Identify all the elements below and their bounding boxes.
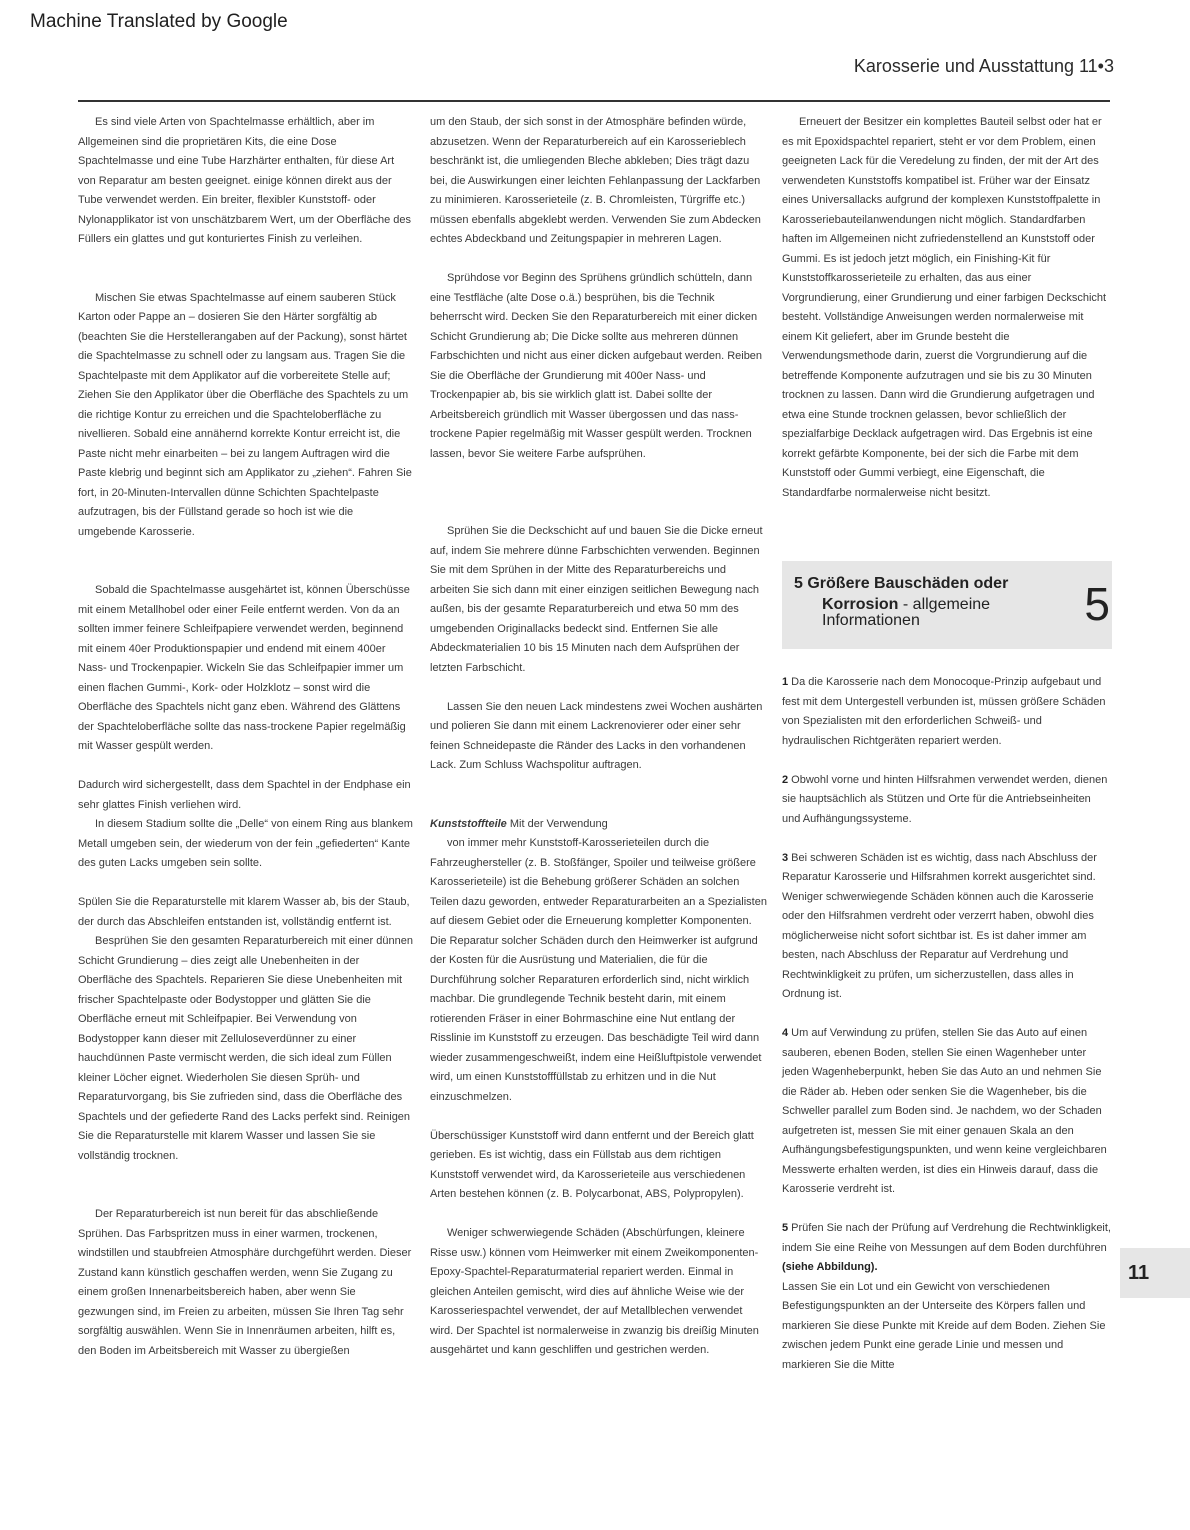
header-rule — [78, 100, 1110, 102]
paragraph: Erneuert der Besitzer ein komplettes Bauteil selbst oder hat er es mit Epoxidspachtel repariert, steht er vor dem Problem, einen geeigneten Lack für die Veredelung zu finden, der mit der Art des verwendeten Kunststoffs kompatibel ist. Früher war der Einsatz eines Universallacks aufgrund der komplexen Kunststoffpalette in Karosseriebauteilanwendungen nicht möglich. Standardfarben haften im Allgemeinen nicht zufriedenstellend an Kunststoff oder Gummi. Es ist jedoch jetzt möglich, ein Finishing-Kit für Kunststoffkarosserieteile zu erhalten, das aus einer Vorgrundierung, einer Grundierung und einer farbigen Deckschicht besteht. Vollständige Anweisungen werden normalerweise mit einem Kit geliefert, aber im Grunde besteht die Verwendungsmethode darin, zuerst die Vorgrundierung auf die betreffende Komponente aufzutragen und sie bis zu 30 Minuten trocknen zu lassen. Dann wird die Grundierung aufgetragen und etwa eine Stunde trocknen gelassen, bevor schließlich der spezialfarbige Decklack aufgetragen wird. Das Ergebnis ist eine korrekt gefärbte Komponente, bei der sich die Farbe mit dem Kunststoff oder Gummi verbiegt, eine Eigenschaft, die Standardfarbe normalerweise nicht besitzt. — [782, 116, 1107, 499]
numbered-paragraph: 4 Um auf Verwindung zu prüfen, stellen Sie das Auto auf einen sauberen, ebenen Boden, stellen Sie einen Wagenheber unter jeden Wagenheberpunkt, heben Sie das Auto an und nehmen Sie die Räder ab. Heben oder senken Sie die Wagenheber, bis die Schweller parallel zum Boden sind. Je nachdem, wo der Schaden aufgetreten ist, messen Sie mit einer genauen Skala an den Aufhängungsbefestigungspunkten, und wenn keine vergleichbaren Messwerte erhalten werden, ist dies ein Hinweis darauf, dass die Karosserie verdreht ist. — [782, 1027, 1107, 1195]
section-heading-box — [782, 561, 1112, 649]
numbered-paragraph: 5 Prüfen Sie nach der Prüfung auf Verdrehung die Rechtwinkligkeit, indem Sie eine Reihe von Messungen auf dem Boden durchführen (siehe Abbildung). — [782, 1222, 1111, 1273]
paragraph: Spülen Sie die Reparaturstelle mit klarem Wasser ab, bis der Staub, der durch das Abschleifen entstanden ist, vollständig entfernt ist. — [78, 896, 410, 928]
section-title-line-2: Korrosion - allgemeine — [822, 596, 991, 613]
column-1 — [78, 113, 414, 1381]
section-title-line-1: 5 Größere Bauschäden oder — [794, 575, 1009, 592]
machine-translation-banner: Machine Translated by Google — [30, 11, 288, 32]
numbered-paragraph: 1 Da die Karosserie nach dem Monocoque-Prinzip aufgebaut und fest mit dem Untergestell verbunden ist, müssen größere Schäden von Spezialisten mit den erforderlichen Schweiß- und hydraulischen Richtgeräten repariert werden. — [782, 676, 1106, 747]
column-3 — [782, 113, 1112, 1395]
paragraph: Lassen Sie den neuen Lack mindestens zwei Wochen aushärten und polieren Sie dann mit einem Lackrenovierer oder einer sehr feinen Schneidepaste die Ränder des Lacks in den vorhandenen Lack. Zum Schluss Wachspolitur auftragen. — [430, 700, 763, 771]
paragraph: Sprühen Sie die Deckschicht auf und bauen Sie die Dicke erneut auf, indem Sie mehrere dünne Farbschichten verwenden. Beginnen Sie mit dem Sprühen in der Mitte des Reparaturbereichs und arbeiten Sie sich dann mit einer einzigen seitlichen Bewegung nach außen, bis der gesamte Reparaturbereich und etwa 50 mm des umgebenden Originallacks bedeckt sind. Entfernen Sie alle Abdeckmaterialien 10 bis 15 Minuten nach dem Aufsprühen der letzten Farbschicht. — [430, 525, 763, 674]
paragraph: Es sind viele Arten von Spachtelmasse erhältlich, aber im Allgemeinen sind die proprietären Kits, die eine Dose Spachtelmasse und eine Tube Harzhärter enthalten, für diese Art von Reparatur am besten geeignet. einige können direkt aus der Tube verwendet werden. Ein breiter, flexibler Kunststoff- oder Nylonapplikator ist von unschätzbarem Wert, um der Oberfläche des Füllers ein glattes und gut konturiertes Finish zu verleihen. — [78, 116, 412, 245]
paragraph: Sobald die Spachtelmasse ausgehärtet ist, können Überschüsse mit einem Metallhobel oder einer Feile entfernt werden. Von da an sollten immer feinere Schleifpapiere verwendet werden, beginnend mit einem 40er Produktionspapier und endend mit einem 400er Nass- und Trockenpapier. Wickeln Sie das Schleifpapier immer um einen flachen Gummi-, Kork- oder Holzklotz – sonst wird die Oberfläche des Spachtels nicht ganz eben. Während des Glättens der Spachteloberfläche sollte das nass-trockene Papier regelmäßig mit Wasser gespült werden. — [78, 584, 410, 752]
paragraph: Mischen Sie etwas Spachtelmasse auf einem sauberen Stück Karton oder Pappe an – dosieren Sie den Härter sorgfältig ab (beachten Sie die Herstellerangaben auf der Packung), sonst härtet die Spachtelmasse zu schnell oder zu langsam aus. Tragen Sie die Spachtelpaste mit dem Applikator auf die vorbereitete Stelle auf; Ziehen Sie den Applikator über die Oberfläche des Spachtels zu um die richtige Kontur zu erreichen und die Spachteloberfläche zu nivellieren. Sobald eine annähernd korrekte Kontur erreicht ist, die Paste nicht mehr einarbeiten – bei zu langem Auftragen wird die Paste klebrig und beginnt sich am Applikator zu „ziehen“. Fahren Sie fort, in 20-Minuten-Intervallen dünne Schichten Spachtelpaste aufzutragen, bis der Füllstand gerade so hoch ist wie die umgebende Karosserie. — [78, 291, 412, 538]
subsection-heading-kunststoffteile: Kunststoffteile — [430, 817, 507, 830]
paragraph: Lassen Sie ein Lot und ein Gewicht von verschiedenen Befestigungspunkten an der Unterseite des Körpers fallen und markieren Sie diese Punkte mit Kreide auf dem Boden. Ziehen Sie zwischen jedem Punkt eine gerade Linie und messen und markieren Sie die Mitte — [782, 1280, 1106, 1371]
section-title-line-3: Informationen — [822, 612, 920, 629]
paragraph: Besprühen Sie den gesamten Reparaturbereich mit einer dünnen Schicht Grundierung – dies zeigt alle Unebenheiten in der Oberfläche des Spachtels. Reparieren Sie diese Unebenheiten mit frischer Spachtelpaste oder Bodystopper und glätten Sie die Oberfläche erneut mit Schleifpapier. Bei Verwendung von Bodystopper kann dieser mit Zelluloseverdünner zu einer hauchdünnen Paste vermischt werden, die sich ideal zum Füllen kleiner Löcher eignet. Wiederholen Sie diesen Sprüh- und Reparaturvorgang, bis Sie zufrieden sind, dass die Oberfläche des Spachtels und der gefiederte Rand des Lacks perfekt sind. Reinigen Sie die Reparaturstelle mit klarem Wasser und lassen Sie sie vollständig trocknen. — [78, 935, 413, 1162]
paragraph: Der Reparaturbereich ist nun bereit für das abschließende Sprühen. Das Farbspritzen muss in einer warmen, trockenen, windstillen und staubfreien Atmosphäre durchgeführt werden. Dieser Zustand kann künstlich geschaffen werden, wenn Sie Zugang zu einem großen Innenarbeitsbereich haben, aber wenn Sie gezwungen sind, im Freien zu arbeiten, müssen Sie Ihren Tag sehr sorgfältig auswählen. Wenn Sie in Innenräumen arbeiten, hilft es, den Boden im Arbeitsbereich mit Wasser zu übergießen — [78, 1208, 412, 1357]
column-2 — [430, 113, 768, 1380]
paragraph: um den Staub, der sich sonst in der Atmosphäre befinden würde, abzusetzen. Wenn der Reparaturbereich auf ein Karosserieblech beschränkt ist, die umliegenden Bleche abkleben; Dies trägt dazu bei, die Auswirkungen einer leichten Fehlanpassung der Lackfarben zu minimieren. Karosserieteile (z. B. Chromleisten, Türgriffe etc.) müssen ebenfalls abgeklebt werden. Verwenden Sie zum Abdecken echtes Abdeckband und Zeitungspapier in mehreren Lagen. — [430, 116, 761, 245]
paragraph: von immer mehr Kunststoff-Karosserieteilen durch die Fahrzeughersteller (z. B. Stoßfänger, Spoiler und teilweise größere Karosserieteile) ist die Behebung größerer Schäden an solchen Teilen dazu geworden, entweder Reparaturarbeiten an a Spezialisten auf diesem Gebiet oder die Erneuerung kompletter Komponenten. Die Reparatur solcher Schäden durch den Heimwerker ist aufgrund der Kosten für die Ausrüstung und Materialien, die für die Durchführung solcher Reparaturen erforderlich sind, nicht wirklich machbar. Die grundlegende Technik besteht darin, mit einem rotierenden Fräser in einer Bohrmaschine eine Nut entlang der Risslinie im Kunststoff zu erzeugen. Das beschädigte Teil wird dann wieder zusammengeschweißt, indem eine Heißluftpistole verwendet wird, um einen Kunststofffüllstab zu erhitzen und in die Nut einzuschmelzen. — [430, 837, 767, 1103]
paragraph: Sprühdose vor Beginn des Sprühens gründlich schütteln, dann eine Testfläche (alte Dose o.ä.) besprühen, bis die Technik beherrscht wird. Decken Sie den Reparaturbereich mit einer dicken Schicht Grundierung ab; Die Dicke sollte aus mehreren dünnen Farbschichten und nicht aus einer dicken aufgebaut werden. Reiben Sie die Oberfläche der Grundierung mit 400er Nass- und Trockenpapier ab, bis sie wirklich glatt ist. Dabei sollte der Arbeitsbereich gründlich mit Wasser übergossen und das nass-trockene Papier regelmäßig mit Wasser gespült werden. Trocknen lassen, bevor Sie weitere Farbe aufsprühen. — [430, 272, 763, 460]
page-header: Karosserie und Ausstattung 11•3 — [853, 56, 1114, 76]
numbered-paragraph: 3 Bei schweren Schäden ist es wichtig, dass nach Abschluss der Reparatur Karosserie und Hilfsrahmen korrekt ausgerichtet sind. Weniger schwerwiegende Schäden können auch die Karosserie oder den Hilfsrahmen verdreht oder verzerrt haben, obwohl dies möglicherweise nicht sofort sichtbar ist. Es ist daher immer am besten, nach Abschluss der Reparatur auf Verdrehung und Rechtwinkligkeit zu prüfen, um sicherzustellen, dass alles in Ordnung ist. — [782, 851, 1097, 1000]
chapter-tab: 11 — [1120, 1248, 1190, 1298]
subsection-intro: Kunststoffteile Mit der Verwendung — [430, 817, 608, 830]
paragraph: In diesem Stadium sollte die „Delle“ von einem Ring aus blankem Metall umgeben sein, der wiederum von der fein „gefiederten“ Kante des guten Lacks umgeben sein sollte. — [78, 818, 413, 869]
numbered-paragraph: 2 Obwohl vorne und hinten Hilfsrahmen verwendet werden, dienen sie hauptsächlich als Stützen und Orte für die Antriebseinheiten und Aufhängungssysteme. — [782, 773, 1108, 825]
section-number: 5 — [1084, 578, 1110, 630]
paragraph: Dadurch wird sichergestellt, dass dem Spachtel in der Endphase ein sehr glattes Finish verliehen wird. — [78, 779, 411, 811]
paragraph: Weniger schwerwiegende Schäden (Abschürfungen, kleinere Risse usw.) können vom Heimwerker mit einem Zweikomponenten-Epoxy-Spachtel-Reparaturmaterial repariert werden. Einmal in gleichen Anteilen gemischt, wird dies auf ähnliche Weise wie der Karosseriespachtel verwendet, der auf Metallblechen verwendet wird. Der Spachtel ist normalerweise in zwanzig bis dreißig Minuten ausgehärtet und kann geschliffen und gestrichen werden. — [430, 1227, 759, 1356]
paragraph: Überschüssiger Kunststoff wird dann entfernt und der Bereich glatt gerieben. Es ist wichtig, dass ein Füllstab aus dem richtigen Kunststoff verwendet wird, da Karosserieteile aus verschiedenen Arten bestehen können (z. B. Polycarbonat, ABS, Polypropylen). — [430, 1129, 754, 1200]
